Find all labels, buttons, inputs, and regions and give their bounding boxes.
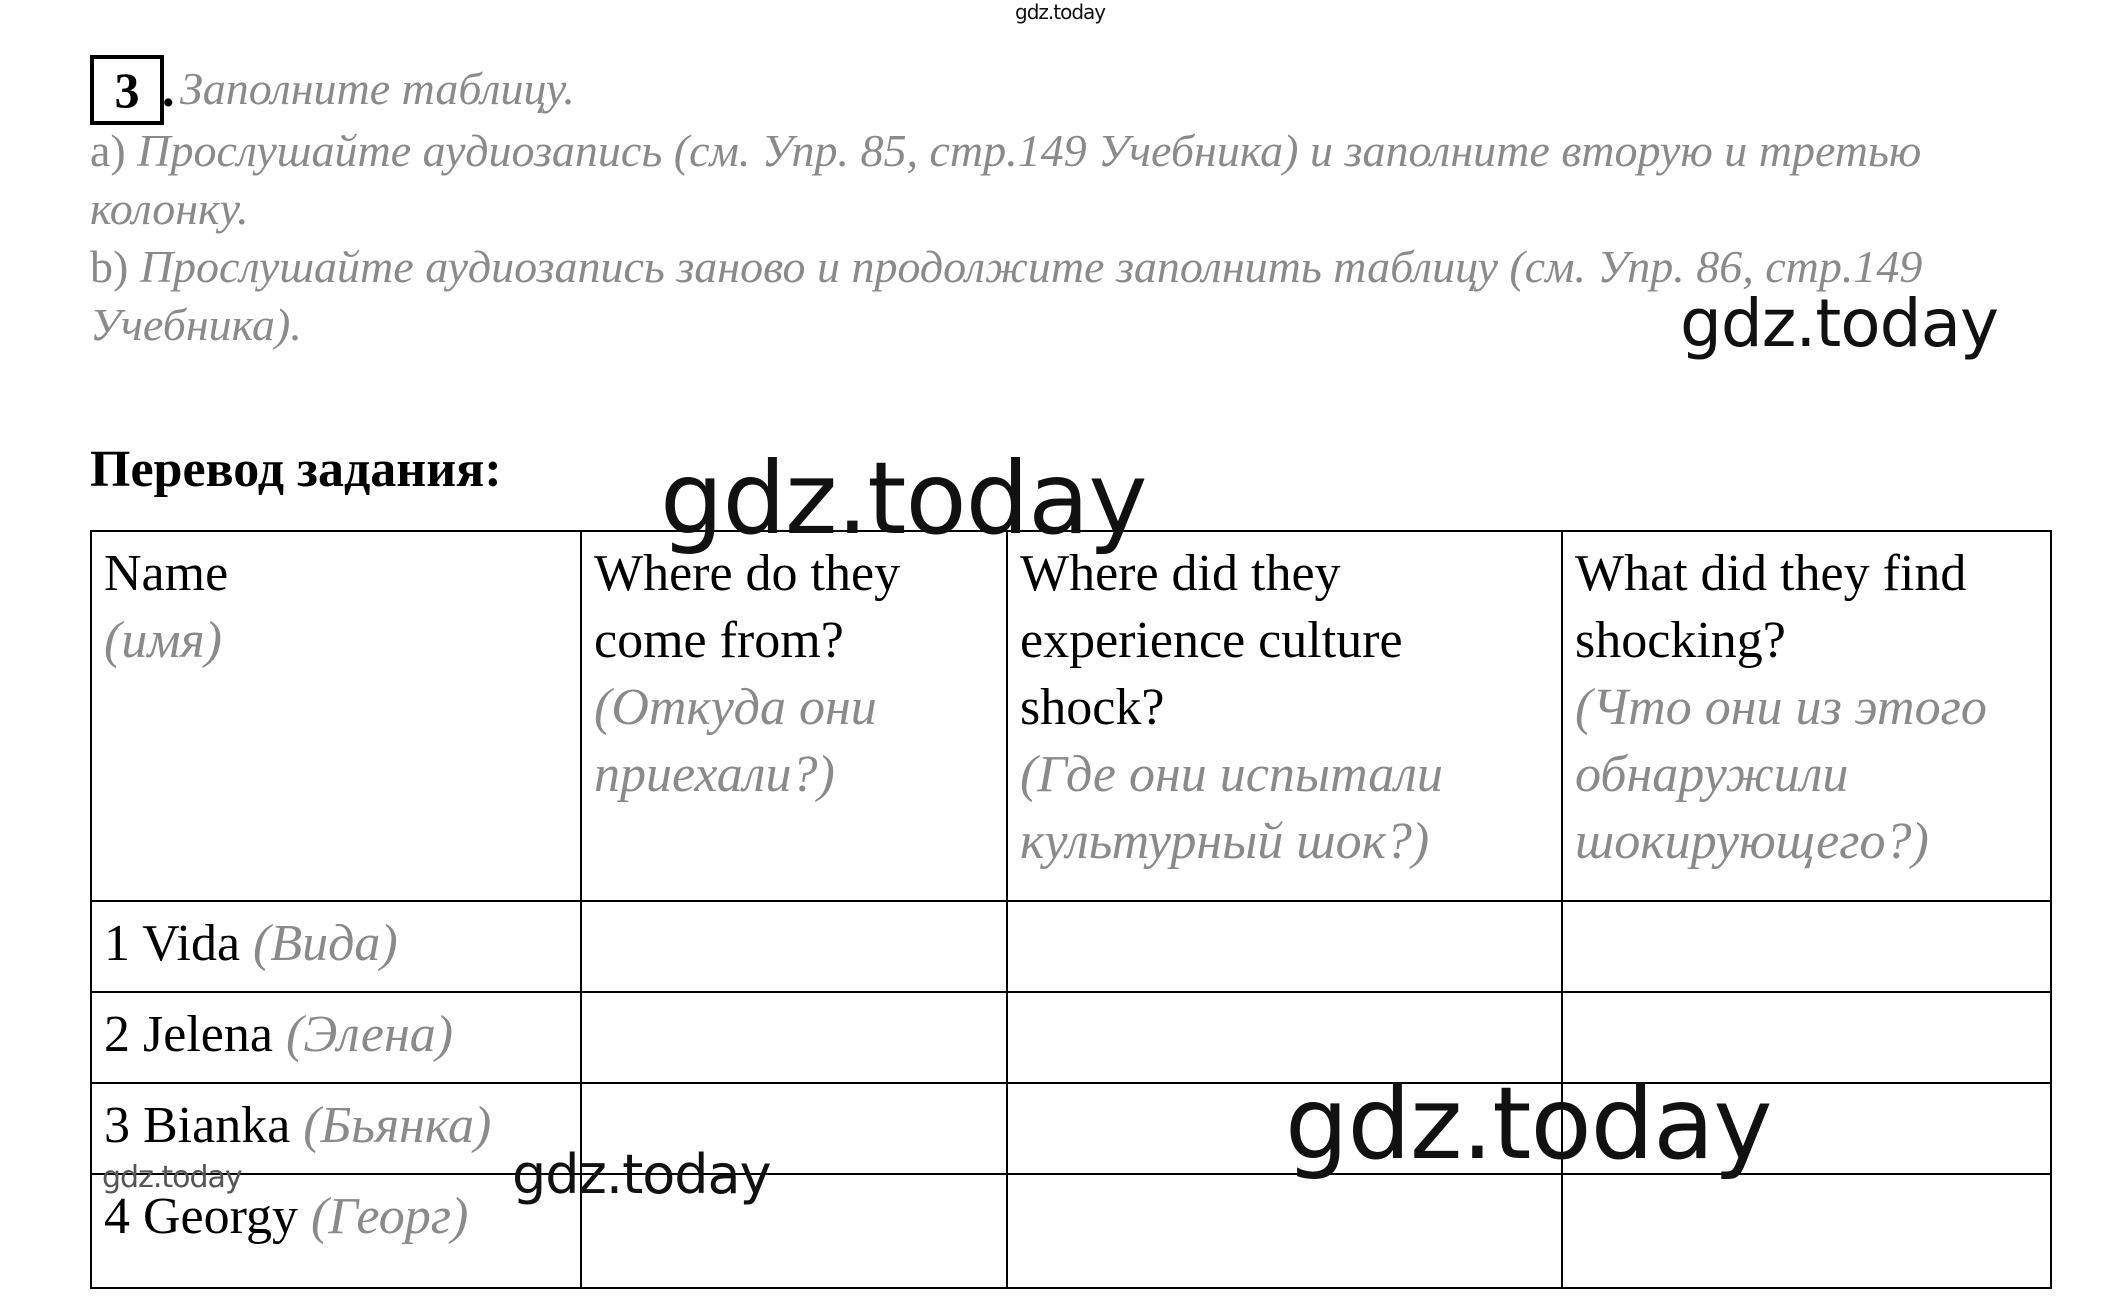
instruction-b-text: Прослушайте аудиозапись заново и продолжите заполнить таблицу (см. Упр. 86, стр.149 Учебника). [90,241,1923,350]
header-ru: (Что они из этого обнаружили шокирующего?) [1575,679,1987,870]
watermark-center: gdz.today [660,440,1147,557]
row-number: 3 [104,1097,130,1154]
table-row [91,901,2051,992]
empty-cell[interactable] [1562,1174,2051,1288]
instruction-a [90,122,1970,238]
header-en: What did they find shocking? [1575,545,1967,669]
header-cell-origin [581,531,1007,901]
empty-cell[interactable] [581,901,1007,992]
task-number-dot: . [162,61,175,117]
top-watermark: gdz.today [1015,0,1106,24]
watermark-small-a: gdz.today [512,1143,771,1206]
header-cell-place [1007,531,1562,901]
header-ru: (Откуда они приехали?) [594,679,877,803]
watermark-lower: gdz.today [1285,1065,1772,1182]
instruction-a-text: Прослушайте аудиозапись (см. Упр. 85, стр.149 Учебника) и заполните вторую и третью колонку. [90,125,1922,234]
header-en: Where do they come from? [594,545,901,669]
row-name: Jelena [143,1006,273,1063]
row-name-ru: (Бьянка) [303,1097,492,1154]
row-number: 1 [104,915,130,972]
row-number: 2 [104,1006,130,1063]
empty-cell[interactable] [581,992,1007,1083]
task-title: Заполните таблицу. [180,63,575,114]
instruction-a-label: a) [90,125,126,176]
header-en: Name [104,545,229,602]
empty-cell[interactable] [1562,901,2051,992]
header-ru: (Где они испытали культурный шок?) [1020,746,1443,870]
watermark-right: gdz.today [1680,285,1999,362]
empty-cell[interactable] [1007,901,1562,992]
header-ru: (имя) [104,612,222,669]
task-number-box: 3 [90,55,164,125]
header-cell-shocking [1562,531,2051,901]
instruction-b-label: b) [90,241,129,292]
empty-cell[interactable] [1007,1174,1562,1288]
row-name-ru: (Георг) [311,1188,469,1245]
table-header-row [91,531,2051,901]
row-name: Vida [142,915,241,972]
table-row [91,1174,2051,1288]
watermark-small-b: gdz.today [102,1160,242,1195]
row-name: Bianka [143,1097,291,1154]
row-number: 4 [104,1188,130,1245]
translation-heading: Перевод задания: [90,441,502,498]
row-name-ru: (Вида) [253,915,398,972]
name-cell [91,901,581,992]
row-name: Georgy [143,1188,299,1245]
header-cell-name [91,531,581,901]
row-name-ru: (Элена) [285,1006,454,1063]
name-cell [91,992,581,1083]
header-en: Where did they experience culture shock? [1020,545,1403,736]
